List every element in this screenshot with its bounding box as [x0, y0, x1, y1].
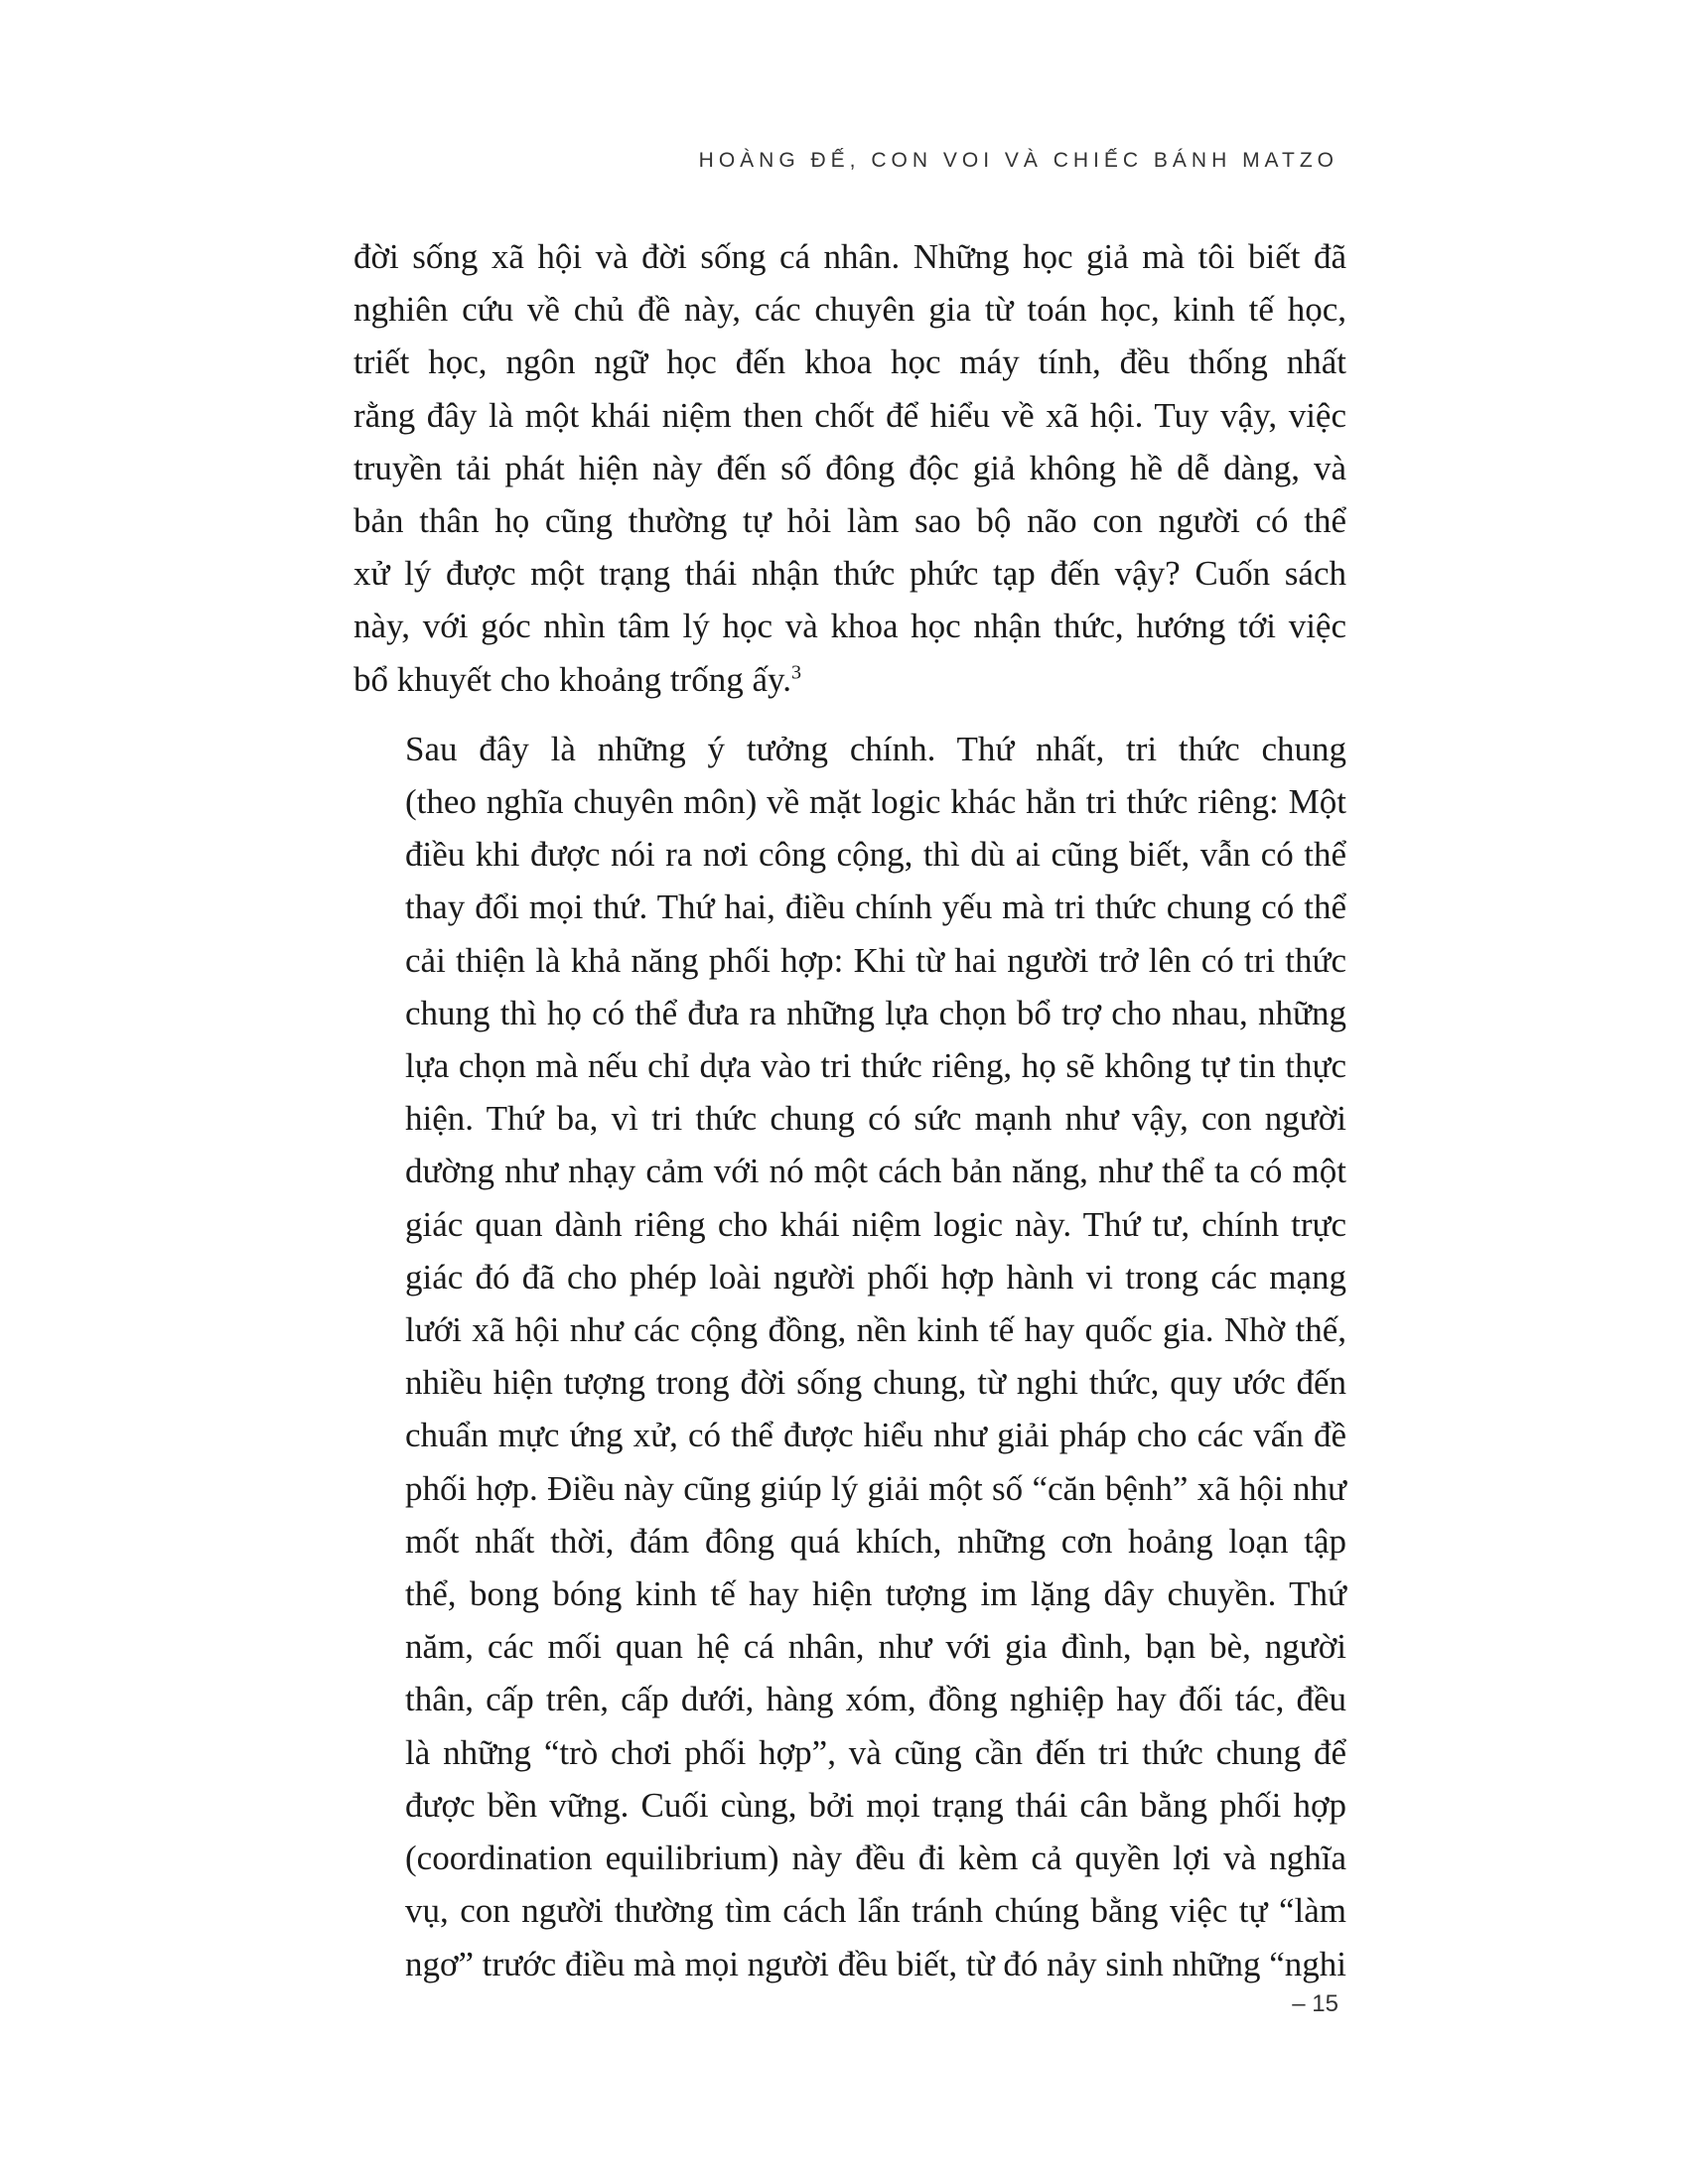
text-line: ngơ” trước điều mà mọi người đều biết, từ đó nảy sinh những “nghi: [405, 1944, 1346, 1983]
text-line: truyền tải phát hiện này đến số đông độc giả không hề dễ dàng, và: [353, 448, 1346, 487]
footnote-reference[interactable]: 3: [790, 660, 801, 683]
text-line-last: [353, 653, 1346, 706]
text-line-content: bổ khuyết cho khoảng trống ấy.: [353, 659, 791, 699]
text-line: xử lý được một trạng thái nhận thức phức tạp đến vậy? Cuốn sách: [353, 554, 1346, 594]
page-number: – 15: [1292, 1990, 1338, 2017]
running-header: HOÀNG ĐẾ, CON VOI VÀ CHIẾC BÁNH MATZO: [698, 149, 1338, 172]
text-line: Sau đây là những ý tưởng chính. Thứ nhất, tri thức chung: [405, 729, 1346, 768]
text-line: mốt nhất thời, đám đông quá khích, những cơn hoảng loạn tập: [405, 1521, 1346, 1561]
paragraph-1: [353, 230, 1346, 706]
text-line: chuẩn mực ứng xử, có thể được hiểu như giải pháp cho các vấn đề: [405, 1416, 1346, 1455]
text-line: này, với góc nhìn tâm lý học và khoa học nhận thức, hướng tới việc: [353, 607, 1346, 646]
text-line: nhiều hiện tượng trong đời sống chung, từ nghi thức, quy ước đến: [405, 1363, 1346, 1403]
text-line: nghiên cứu về chủ đề này, các chuyên gia từ toán học, kinh tế học,: [353, 290, 1346, 330]
text-line: lựa chọn mà nếu chỉ dựa vào tri thức riêng, họ sẽ không tự tin thực: [405, 1046, 1346, 1086]
text-line: triết học, ngôn ngữ học đến khoa học máy tính, đều thống nhất: [353, 342, 1346, 382]
text-line: dường như nhạy cảm với nó một cách bản năng, như thể ta có một: [405, 1152, 1346, 1191]
text-line: thân, cấp trên, cấp dưới, hàng xóm, đồng nghiệp hay đối tác, đều: [405, 1680, 1346, 1719]
text-line: điều khi được nói ra nơi công cộng, thì dù ai cũng biết, vẫn có thể: [405, 835, 1346, 875]
text-line: lưới xã hội như các cộng đồng, nền kinh tế hay quốc gia. Nhờ thế,: [405, 1310, 1346, 1350]
text-line: cải thiện là khả năng phối hợp: Khi từ hai người trở lên có tri thức: [405, 940, 1346, 980]
text-line: đời sống xã hội và đời sống cá nhân. Những học giả mà tôi biết đã: [353, 237, 1346, 276]
text-line: giác quan dành riêng cho khái niệm logic này. Thứ tư, chính trực: [405, 1204, 1346, 1244]
text-line: (theo nghĩa chuyên môn) về mặt logic khác hẳn tri thức riêng: Một: [405, 782, 1346, 822]
paragraph-2: [353, 723, 1346, 1990]
text-line: giác đó đã cho phép loài người phối hợp hành vi trong các mạng: [405, 1257, 1346, 1297]
text-line: là những “trò chơi phối hợp”, và cũng cần đến tri thức chung để: [405, 1732, 1346, 1772]
text-line: vụ, con người thường tìm cách lẩn tránh chúng bằng việc tự “làm: [405, 1891, 1346, 1931]
text-line: năm, các mối quan hệ cá nhân, như với gia đình, bạn bè, người: [405, 1627, 1346, 1667]
text-line: hiện. Thứ ba, vì tri thức chung có sức mạnh như vậy, con người: [405, 1099, 1346, 1139]
text-line: rằng đây là một khái niệm then chốt để hiểu về xã hội. Tuy vậy, việc: [353, 395, 1346, 435]
text-line: thể, bong bóng kinh tế hay hiện tượng im lặng dây chuyền. Thứ: [405, 1574, 1346, 1614]
text-line: bản thân họ cũng thường tự hỏi làm sao bộ não con người có thể: [353, 501, 1346, 541]
text-line: thay đổi mọi thứ. Thứ hai, điều chính yếu mà tri thức chung có thể: [405, 887, 1346, 927]
text-line: (coordination equilibrium) này đều đi kèm cả quyền lợi và nghĩa: [405, 1839, 1346, 1878]
text-line: được bền vững. Cuối cùng, bởi mọi trạng thái cân bằng phối hợp: [405, 1785, 1346, 1825]
text-line: chung thì họ có thể đưa ra những lựa chọn bổ trợ cho nhau, những: [405, 993, 1346, 1032]
body-text: [353, 230, 1346, 1990]
text-line: phối hợp. Điều này cũng giúp lý giải một số “căn bệnh” xã hội như: [405, 1468, 1346, 1508]
